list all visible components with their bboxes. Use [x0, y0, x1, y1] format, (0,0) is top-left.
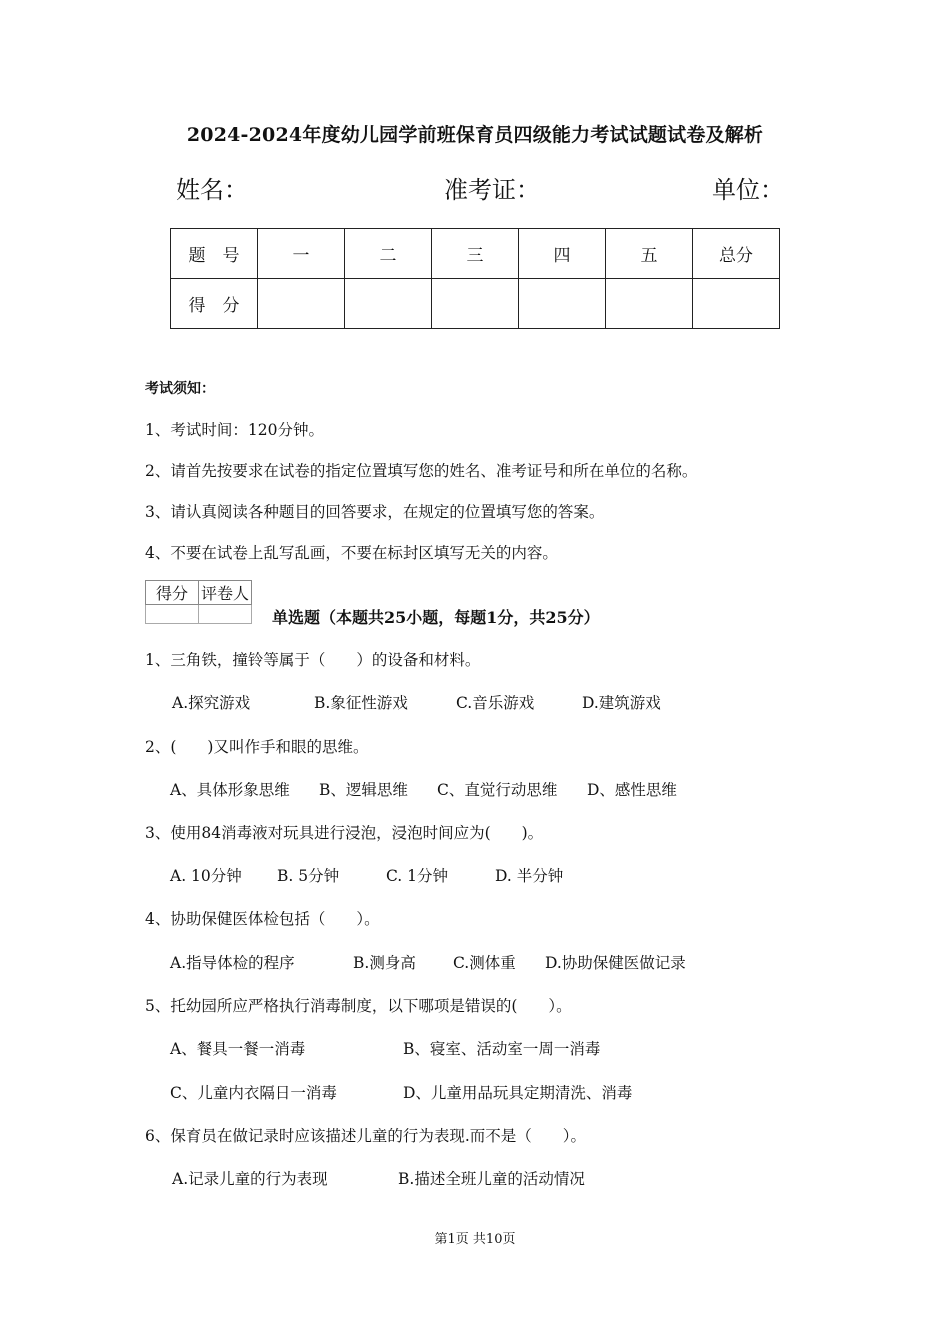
score-cell: [693, 279, 780, 329]
question-text: 2、( )又叫作手和眼的思维。: [145, 738, 369, 756]
question-text: 5、托幼园所应严格执行消毒制度，以下哪项是错误的( ）。: [145, 997, 572, 1015]
score-header-cell: 总分: [693, 229, 780, 279]
exam-number-label: 准考证：: [444, 176, 540, 204]
grader-reviewer-cell: [199, 605, 252, 624]
option: A.探究游戏: [172, 694, 251, 712]
option: C.音乐游戏: [456, 694, 535, 712]
option: D.建筑游戏: [582, 694, 661, 712]
notice-item: 4、不要在试卷上乱写乱画，不要在标封区填写无关的内容。: [145, 544, 558, 562]
option: B.测身高: [353, 954, 416, 972]
option: C. 1分钟: [386, 867, 449, 885]
option: B、逻辑思维: [319, 781, 408, 799]
option: B.描述全班儿童的活动情况: [398, 1170, 585, 1188]
question-text: 1、三角铁，撞铃等属于（ ）的设备和材料。: [145, 651, 481, 669]
grader-score-cell: [146, 605, 199, 624]
question-text: 4、协助保健医体检包括（ ）。: [145, 910, 380, 928]
grader-score-label: 得分: [146, 581, 199, 605]
option: D. 半分钟: [495, 867, 564, 885]
notice-item: 2、请首先按要求在试卷的指定位置填写您的姓名、准考证号和所在单位的名称。: [145, 462, 698, 480]
notice-heading: 考试须知：: [145, 381, 215, 397]
score-table: [170, 228, 780, 329]
option: A.记录儿童的行为表现: [172, 1170, 328, 1188]
score-cell: [519, 279, 606, 329]
option: A. 10分钟: [170, 867, 242, 885]
section-title: 单选题（本题共25小题，每题1分，共25分）: [272, 608, 600, 627]
score-header-cell: 三: [432, 229, 519, 279]
score-header-cell: 一: [258, 229, 345, 279]
grader-reviewer-label: 评卷人: [199, 581, 252, 605]
page-title: 2024-2024年度幼儿园学前班保育员四级能力考试试题试卷及解析: [186, 124, 764, 146]
option: B、寝室、活动室一周一消毒: [403, 1040, 601, 1058]
option: C、直觉行动思维: [437, 781, 558, 799]
score-row-label: 得 分: [171, 279, 258, 329]
option: B. 5分钟: [277, 867, 340, 885]
option: C.测体重: [453, 954, 516, 972]
option: A、餐具一餐一消毒: [170, 1040, 306, 1058]
score-cell: [345, 279, 432, 329]
question-text: 3、使用84消毒液对玩具进行浸泡，浸泡时间应为( )。: [145, 824, 544, 842]
option: A.指导体检的程序: [170, 954, 295, 972]
option: B.象征性游戏: [314, 694, 408, 712]
unit-label: 单位：: [712, 176, 784, 204]
option: D、感性思维: [587, 781, 677, 799]
notice-item: 1、考试时间：120分钟。: [145, 421, 324, 439]
score-cell: [606, 279, 693, 329]
grader-box: [145, 580, 252, 624]
option: D.协助保健医做记录: [545, 954, 686, 972]
question-text: 6、保育员在做记录时应该描述儿童的行为表现.而不是（ ）。: [145, 1127, 587, 1145]
score-header-cell: 四: [519, 229, 606, 279]
score-table-header-row: [171, 229, 780, 279]
score-header-cell: 二: [345, 229, 432, 279]
option: A、具体形象思维: [170, 781, 290, 799]
score-header-cell: 题 号: [171, 229, 258, 279]
page-footer: 第1页 共10页: [434, 1232, 516, 1247]
score-cell: [258, 279, 345, 329]
name-label: 姓名：: [176, 176, 248, 204]
score-cell: [432, 279, 519, 329]
score-table-score-row: [171, 279, 780, 329]
option: D、儿童用品玩具定期清洗、消毒: [403, 1084, 633, 1102]
score-header-cell: 五: [606, 229, 693, 279]
notice-item: 3、请认真阅读各种题目的回答要求，在规定的位置填写您的答案。: [145, 503, 605, 521]
option: C、儿童内衣隔日一消毒: [170, 1084, 337, 1102]
